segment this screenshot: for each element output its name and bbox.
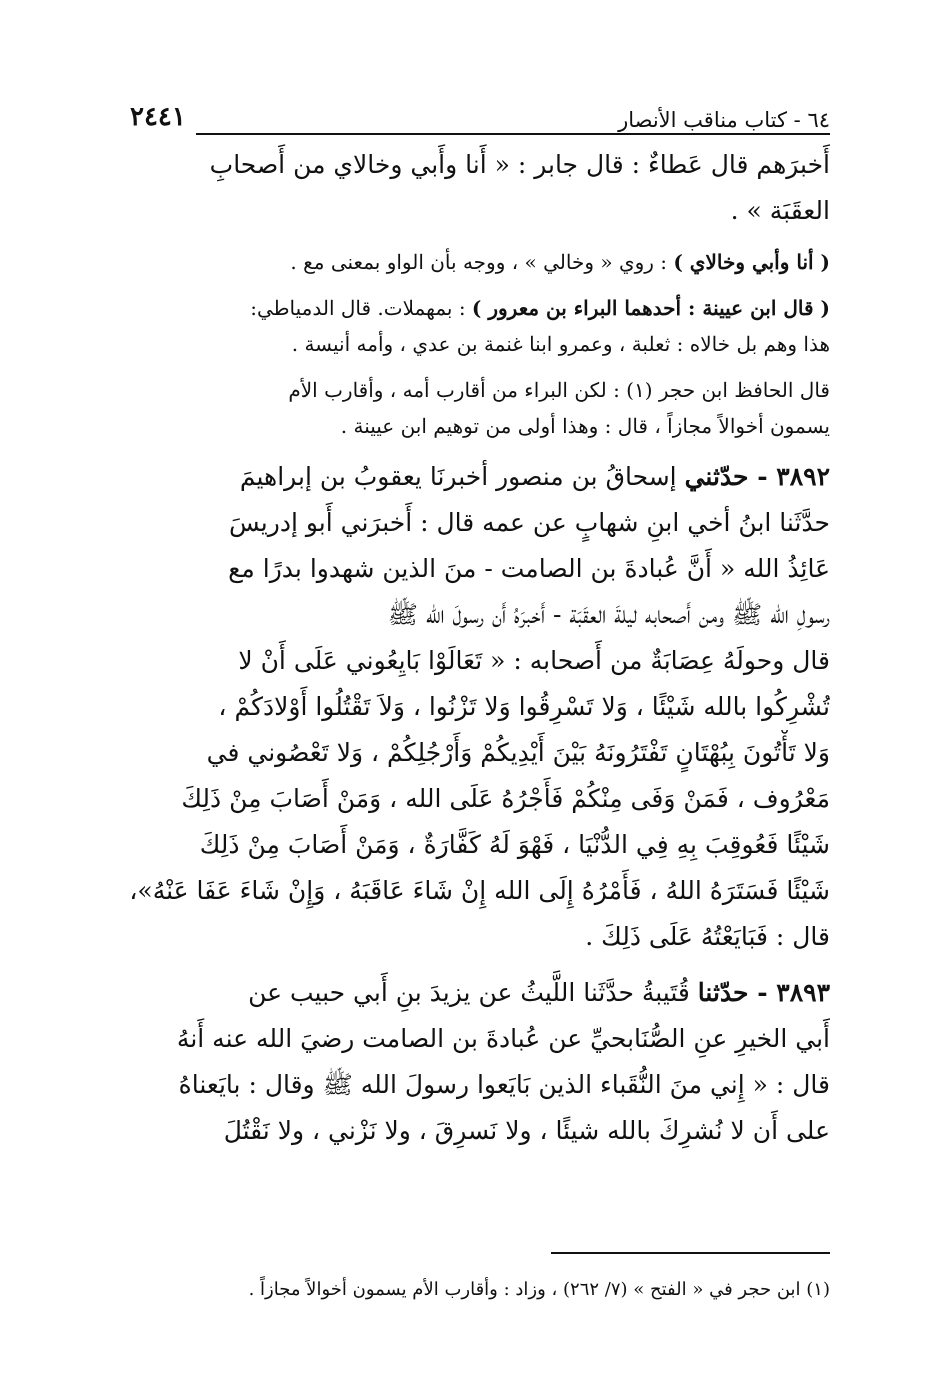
text-line: قال وحولَهُ عِصَابَةٌ من أَصحابه : « تَعَالَوْا بَايِعُوني عَلَى أَنْ لا (238, 646, 830, 675)
text-line: قال : فَبَايَعْتُهُ عَلَى ذَلِكَ . (585, 922, 830, 951)
text-line: عَائِذُ الله « أَنَّ عُبادةَ بن الصامت - منَ الذين شهدوا بدرًا مع (228, 554, 830, 583)
commentary-line: يسمون أخوالاً مجازاً ، قال : وهذا أولى من توهيم ابن عيينة . (340, 414, 830, 438)
text-line: شَيْئًا فَسَتَرَهُ اللهُ ، فَأَمْرُهُ إِلَى الله إِنْ شَاءَ عَاقَبَهُ ، وَإِنْ شَاءَ عَفَا عَنْهُ»، (129, 876, 830, 905)
header-rule (196, 133, 830, 135)
text-line: رسولِ الله ﷺ ومن أَصحابه ليلةَ العقَبَة - أَخبرَهُ أَن رسولَ الله ﷺ (387, 600, 830, 629)
commentary-heading: ( أنا وأبي وخالاي ) (673, 250, 830, 274)
hadith-number: ٣٨٩٢ - حدّثني (684, 462, 830, 491)
footnote-rule (551, 1252, 830, 1254)
text-line: العقَبَة » . (730, 196, 830, 225)
text-line: على أَن لا نُشرِكَ بالله شيئًا ، ولا نَسرِقَ ، ولا نَزْني ، ولا نَقْتُلَ (223, 1116, 830, 1145)
text-line: وَلا تَأْتُونَ بِبُهْتَانٍ تَفْتَرُونَهُ بَيْنَ أَيْدِيكُمْ وَأَرْجُلِكُمْ ، وَلا تَعْصُوني في (206, 738, 830, 767)
text-line: حدَّثَنا ابنُ أخي ابنِ شهابٍ عن عمه قال : أَخبرَني أَبو إدريسَ (228, 508, 830, 537)
commentary-line: ( قال ابن عيينة : أحدهما البراء بن معرور ) : بمهملات. قال الدمياطي: (250, 296, 830, 320)
text-line: مَعْرُوف ، فَمَنْ وَفَى مِنْكُمْ فَأَجْرُهُ عَلَى الله ، وَمَنْ أَصَابَ مِنْ ذَلِكَ (181, 784, 830, 813)
hadith-heading-3893: ٣٨٩٣ - حدّثنا قُتَيبةُ حدَّثَنا اللَّيثُ عن يزيدَ بنِ أَبي حبيب عن (248, 978, 830, 1007)
chapter-title: ٦٤ - كتاب مناقب الأنصار (618, 108, 830, 132)
hadith-heading-3892: ٣٨٩٢ - حدّثني إسحاقُ بن منصور أخبرنَا يعقوبُ بن إبراهيمَ (239, 462, 830, 491)
text-line: قال : « إِني منَ النُّقَباء الذين بَايَعوا رسولَ الله ﷺ وقال : بايَعناهُ (178, 1070, 830, 1099)
footnote: (١) ابن حجر في « الفتح » (٧/ ٢٦٢) ، وزاد : وأقارب الأم يسمون أخوالاً مجازاً . (248, 1279, 830, 1300)
commentary-heading: ( قال ابن عيينة : أحدهما البراء بن معرور ) (471, 296, 830, 320)
text-line: أَخبرَهم قال عَطاءٌ : قال جابر : « أَنا وأَبي وخالاي من أَصحابِ (209, 150, 830, 179)
page-number: ٢٤٤١ (130, 102, 186, 132)
text-line: تُشْرِكُوا بالله شَيْئًا ، وَلا تَسْرِقُوا وَلا تَزْنُوا ، وَلاَ تَقْتُلُوا أَوْلادَكُمْ ، (218, 692, 830, 721)
commentary-line: ( أنا وأبي وخالاي ) : روي « وخالي » ، ووجه بأن الواو بمعنى مع . (290, 250, 830, 274)
commentary-line: قال الحافظ ابن حجر (١) : لكن البراء من أقارب أمه ، وأقارب الأم (288, 378, 830, 402)
page-header (130, 92, 830, 132)
page-body (100, 142, 830, 1154)
hadith-number: ٣٨٩٣ - حدّثنا (697, 978, 830, 1007)
text-line: أَبي الخيرِ عنِ الصُّنَابحيِّ عن عُبادةَ بن الصامت رضيَ الله عنه أَنهُ (176, 1024, 830, 1053)
text-line: شَيْئًا فَعُوقِبَ بِهِ فِي الدُّنْيَا ، فَهْوَ لَهُ كَفَّارَةٌ ، وَمَنْ أَصَابَ مِنْ ذَلِكَ (199, 830, 830, 859)
commentary-line: هذا وهم بل خالاه : ثعلبة ، وعمرو ابنا غنمة بن عدي ، وأمه أنيسة . (291, 332, 830, 356)
